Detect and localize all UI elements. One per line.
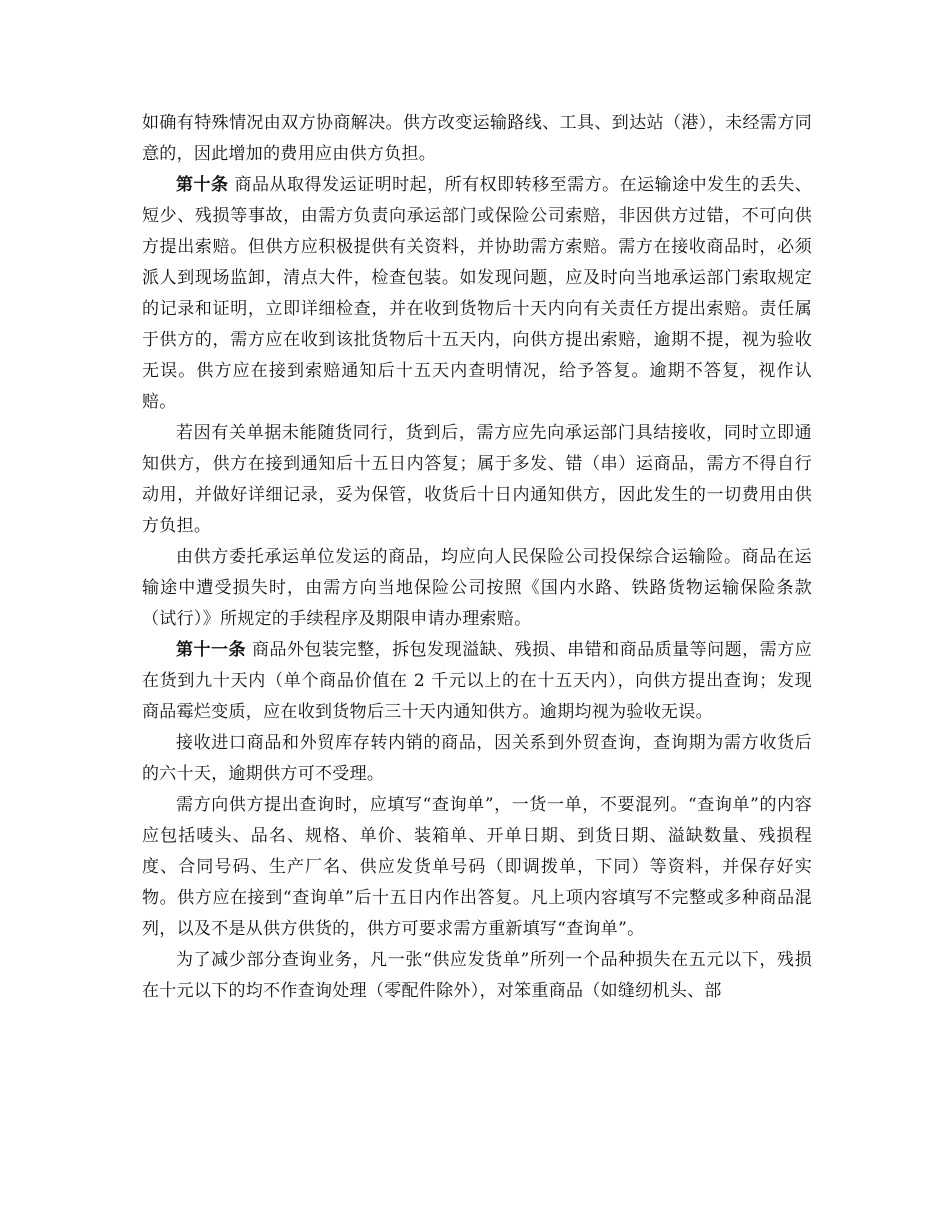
paragraph-text: 如确有特殊情况由双方协商解决。供方改变运输路线、工具、到达站（港），未经需方同意的，因此增加的费用应由供方负担。 xyxy=(142,113,812,164)
paragraph-text: 为了减少部分查询业务，凡一张“供应发货单”所列一个品种损失在五元以下，残损在十元以下的均不作查询处理（零配件除外），对笨重商品（如缝纫机头、部 xyxy=(142,950,812,1001)
article-heading: 第十条 xyxy=(176,175,229,195)
paragraph-transport-changes xyxy=(142,108,812,170)
paragraph-import-goods xyxy=(142,728,812,790)
paragraph-missing-documents xyxy=(142,418,812,542)
paragraph-article-10 xyxy=(142,170,812,418)
paragraph-text: 商品从取得发运证明时起，所有权即转移至需方。在运输途中发生的丢失、短少、残损等事故，由需方负责向承运部门或保险公司索赔，非因供方过错，不可向供方提出索赔。但供方应积极提供有关资料，并协助需方索赔。需方在接收商品时，必须派人到现场监卸，清点大件，检查包装。如发现问题，应及时向当地承运部门索取规定的记录和证明，立即详细检查，并在收到货物后十天内向有关责任方提出索赔。责任属于供方的，需方应在收到该批货物后十五天内，向供方提出索赔，逾期不提，视为验收无误。供方应在接到索赔通知后十五天内查明情况，给予答复。逾期不答复，视作认赔。 xyxy=(142,175,813,412)
paragraph-text: 需方向供方提出查询时，应填写“查询单”，一货一单，不要混列。“查询单”的内容应包括唛头、品名、规格、单价、装箱单、开单日期、到货日期、溢缺数量、残损程度、合同号码、生产厂名、供应发货单号码（即调拨单，下同）等资料，并保存好实物。供方应在接到“查询单”后十五日内作出答复。凡上项内容填写不完整或多种商品混列，以及不是从供方供货的，供方可要求需方重新填写“查询单”。 xyxy=(142,795,812,939)
paragraph-article-11 xyxy=(142,635,812,728)
paragraph-text: 接收进口商品和外贸库存转内销的商品，因关系到外贸查询，查询期为需方收货后的六十天，逾期供方可不受理。 xyxy=(142,733,812,784)
paragraph-text: 由供方委托承运单位发运的商品，均应向人民保险公司投保综合运输险。商品在运输途中遭受损失时，由需方向当地保险公司按照《国内水路、铁路货物运输保险条款（试行）》所规定的手续程序及期限申请办理索赔。 xyxy=(142,547,812,629)
paragraph-text: 若因有关单据未能随货同行，货到后，需方应先向承运部门具结接收，同时立即通知供方，供方在接到通知后十五日内答复；属于多发、错（串）运商品，需方不得自行动用，并做好详细记录，妥为保管，收货后十日内通知供方，因此发生的一切费用由供方负担。 xyxy=(142,423,812,536)
paragraph-inquiry-form xyxy=(142,790,812,945)
paragraph-insurance xyxy=(142,542,812,635)
paragraph-text: 商品外包装完整，拆包发现溢缺、残损、串错和商品质量等问题，需方应在货到九十天内（单个商品价值在 2 千元以上的在十五天内），向供方提出查询；发现商品霉烂变质，应在收到货物后三十天内通知供方。逾期均视为验收无误。 xyxy=(142,640,812,722)
article-heading: 第十一条 xyxy=(176,640,247,660)
paragraph-reduce-inquiries xyxy=(142,945,812,1007)
